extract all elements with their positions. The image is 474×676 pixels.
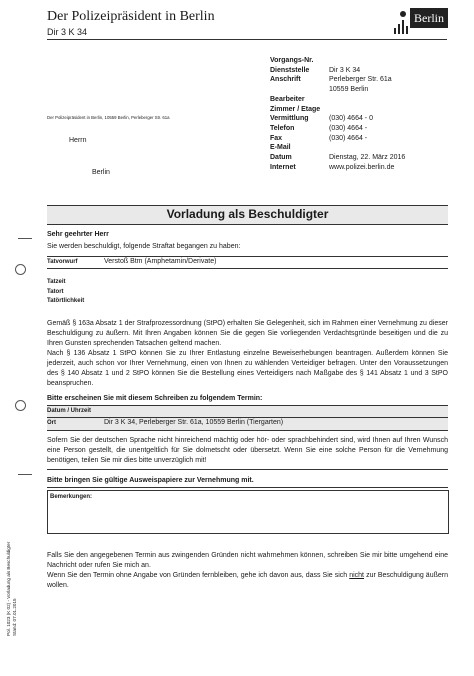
remarks-box [47,490,449,534]
berlin-logo [392,6,448,34]
header-rule [47,39,447,40]
tatvorwurf-value: Verstoß Btm (Amphetamin/Derivate) [104,258,217,265]
info-label: Vermittlung [270,115,309,123]
id-heading: Bitte bringen Sie gültige Ausweispapiere zur Vernehmung mit. [47,477,254,484]
closing-paragraph-1: Falls Sie den angegebenen Termin aus zwingenden Gründen nicht wahrnehmen können, schreiben Sie mir bitte umgehend eine Nachricht oder rufen Sie mich an. [47,552,448,569]
bear-emblem-icon [392,8,412,34]
ort-label: Ort [47,420,56,426]
sender-line: Der Polizeipräsident in Berlin, 10559 Berlin, Perleberger Str. 61a [47,115,170,120]
info-label: Anschrift [270,76,301,84]
fold-mark-bottom [18,474,32,475]
info-label: Internet [270,163,296,171]
ort-value: Dir 3 K 34, Perleberger Str. 61a, 10559 Berlin (Tiergarten) [104,419,284,426]
info-value: (030) 4664 - [329,124,368,132]
info-value: Perleberger Str. 61a [329,76,392,84]
info-label: Telefon [270,124,295,132]
emphasis-nicht: nicht [349,572,365,579]
department-code: Dir 3 K 34 [47,27,88,37]
logo-wordmark: Berlin [410,8,448,28]
info-label: Datum [270,154,292,161]
intro-text: Sie werden beschuldigt, folgende Straftat begangen zu haben: [47,243,241,250]
info-label: E-Mail [270,144,291,152]
info-label: Dienststelle [270,66,310,74]
info-value: Dienstag, 22. März 2016 [329,154,406,161]
recipient-city: Berlin [92,169,110,176]
offense-rule [47,268,448,269]
id-rule-top [47,469,448,470]
greeting: Sehr geehrter Herr [47,231,109,238]
info-label: Vorgangs-Nr. [270,57,314,64]
tatoertlichkeit-label: Tatörtlichkeit [47,298,85,304]
punch-hole-mark [15,264,26,275]
info-label: Bearbeiter [270,95,305,103]
tatzeit-label: Tatzeit [47,279,66,285]
appear-heading: Bitte erscheinen Sie mit diesem Schreiben zu folgendem Termin: [47,395,263,402]
tatort-label: Tatort [47,289,64,295]
recipient-salutation: Herrn [69,137,87,144]
info-value: www.polizei.berlin.de [329,163,395,171]
datum-label: Datum / Uhrzeit [47,408,92,414]
language-paragraph: Sofern Sie der deutschen Sprache nicht hinreichend mächtig oder hör- oder sprachbehindert sind, wird Ihnen auf Ihren Wunsch eine Person gestellt, die unentgeltlich für Sie dolmetscht oder übersetzt. Wenn Sie eine solche Person für die Vernehmung benötigen, teilen Sie mir dies bitte unverzüglich mit! [47,437,448,464]
fold-mark-top [18,238,32,239]
id-rule-bottom [47,487,448,488]
rights-paragraph-1: Gemäß § 163a Absatz 1 der Strafprozessordnung (StPO) erhalten Sie Gelegenheit, sich im Rahmen einer Vernehmung zu dieser Beschuldigung zu äußern. Mit Ihren Angaben können Sie die gegen Sie vorliegenden Verdachtsgründe beseitigen und die zu Ihren Gunsten sprechenden Tatsachen geltend machen. [47,320,448,347]
info-label: Fax [270,134,283,142]
tatvorwurf-label: Tatvorwurf [47,259,78,265]
info-value: 10559 Berlin [329,86,369,94]
closing-paragraph-2: Wenn Sie den Termin ohne Angabe von Gründen fernbleiben, gehe ich davon aus, dass Sie sich nicht zur Beschuldigung äußern wollen. [47,572,448,589]
info-value: (030) 4664 - [329,134,368,142]
remarks-label: Bemerkungen: [50,494,93,500]
punch-hole-mark [15,400,26,411]
document-title: Vorladung als Beschuldigter [166,207,329,221]
info-value: Dir 3 K 34 [329,66,361,74]
rights-paragraph-2: Nach § 136 Absatz 1 StPO können Sie zu Ihrer Entlastung einzelne Beweiserhebungen beantragen. Außerdem können Sie jederzeit, auch schon vor Ihrer Vernehmung, einen von Ihnen zu wählenden Verteidiger befragen. Unter den Voraussetzungen des § 140 Absatz 1 und 2 StPO können Sie die Bestellung eines Verteidigers nach Maßgabe des § 141 Absatz 1 und 3 StPO beanspruchen. [47,350,448,387]
info-label: Zimmer / Etage [270,105,321,113]
info-value: (030) 4664 - 0 [329,115,373,123]
form-id-vertical: Pol. 1023 (K 02) - Vorladung als Beschuldigter Stand: 07.01.2015 [6,541,17,636]
authority-name: Der Polizeipräsident in Berlin [47,9,215,24]
